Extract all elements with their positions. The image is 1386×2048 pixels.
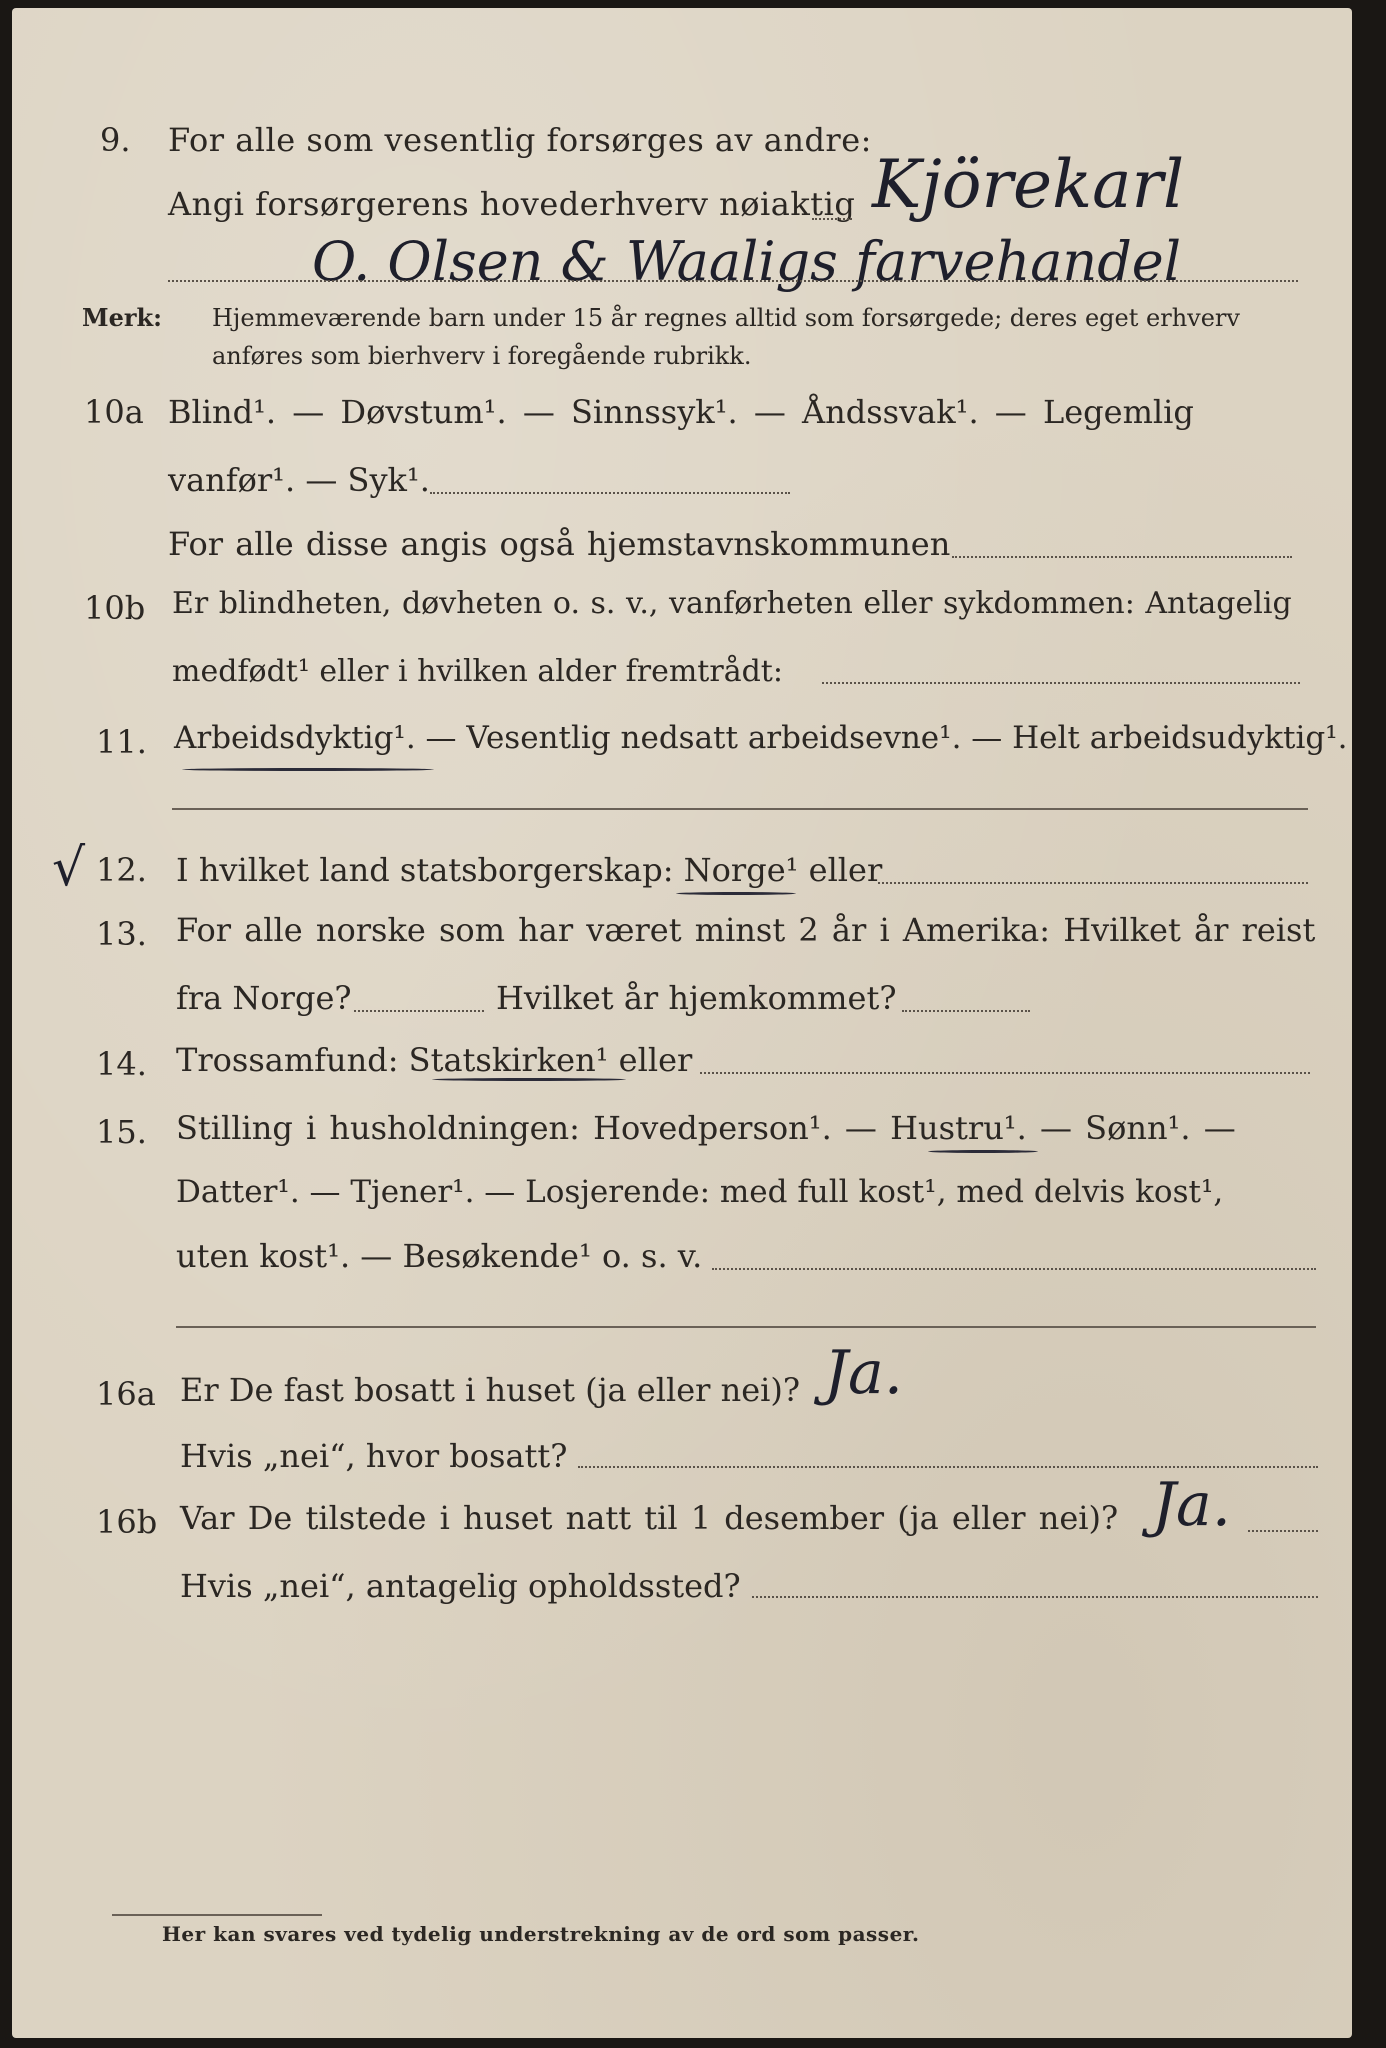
merk-line2: anføres som bierhverv i foregående rubrikk.	[212, 342, 752, 370]
q9-text-line2: Angi forsørgerens hovederhverv nøiaktig	[168, 185, 856, 223]
q16b-handwritten-answer: Ja.	[1152, 1470, 1231, 1540]
q12-text-line1: I hvilket land statsborgerskap: Norge¹ eller	[176, 851, 883, 889]
q14-text-line1: Trossamfund: Statskirken¹ eller	[176, 1041, 693, 1079]
q16b-answer-line	[1248, 1530, 1318, 1532]
q10a-hjemstavn-line	[952, 556, 1292, 558]
q14-handwritten-underline	[432, 1078, 626, 1081]
q9-number: 9.	[100, 121, 131, 159]
q12-handwritten-underline	[676, 892, 796, 895]
q10a-text-line1: Blind¹. — Døvstum¹. — Sinnssyk¹. — Åndssvak¹. — Legemlig	[168, 393, 1194, 431]
q11-text-line1: Arbeidsdyktig¹. — Vesentlig nedsatt arbeidsevne¹. — Helt arbeidsudyktig¹.	[174, 720, 1348, 756]
q16a-number: 16a	[96, 1375, 156, 1413]
q13-hjemkommet-line	[902, 1010, 1030, 1012]
q12-check-mark: √	[52, 838, 86, 898]
q15-number: 15.	[96, 1113, 147, 1151]
q16b-number: 16b	[96, 1503, 158, 1541]
q11-handwritten-underline	[182, 768, 434, 771]
q11-number: 11.	[96, 723, 147, 761]
q11-answer-line	[172, 808, 1308, 810]
q15-text-line3: uten kost¹. — Besøkende¹ o. s. v.	[176, 1237, 703, 1275]
q16b-text-line2: Hvis „nei“, antagelig opholdssted?	[180, 1567, 741, 1605]
q9-text-line1: For alle som vesentlig forsørges av andre:	[168, 121, 872, 159]
q13-text-line2a: fra Norge?	[176, 979, 352, 1017]
q9-answer-line2	[168, 280, 1298, 282]
q15-answer-line2	[176, 1326, 1316, 1328]
q13-number: 13.	[96, 915, 147, 953]
footnote-text: Her kan svares ved tydelig understrekning av de ord som passer.	[162, 1922, 920, 1946]
q13-reist-line	[354, 1010, 484, 1012]
q14-number: 14.	[96, 1045, 147, 1083]
q15-answer-line1	[712, 1268, 1316, 1270]
q10b-text-line2: medfødt¹ eller i hvilken alder fremtrådt:	[172, 654, 783, 689]
q14-answer-line	[700, 1072, 1310, 1074]
q10b-text-line1: Er blindheten, døvheten o. s. v., vanførheten eller sykdommen: Antagelig	[172, 586, 1292, 621]
q10a-number: 10a	[84, 393, 144, 431]
q12-answer-line	[878, 882, 1308, 884]
q16a-text-line2: Hvis „nei“, hvor bosatt?	[180, 1437, 568, 1475]
q16b-opholdssted-line	[752, 1596, 1318, 1598]
q13-text-line1: For alle norske som har været minst 2 år i Amerika: Hvilket år reist	[176, 911, 1316, 949]
q16a-handwritten-answer: Ja.	[824, 1338, 903, 1408]
q10a-text-line3: For alle disse angis også hjemstavnskommunen	[168, 525, 951, 563]
q12-number: 12.	[96, 851, 147, 889]
q15-text-line1: Stilling i husholdningen: Hovedperson¹. — Hustru¹. — Sønn¹. —	[176, 1109, 1236, 1147]
q10a-text-line2: vanfør¹. — Syk¹.	[168, 461, 430, 499]
census-form-page	[12, 8, 1352, 2038]
q16a-text-line1: Er De fast bosatt i huset (ja eller nei)?	[180, 1371, 801, 1409]
q10b-answer-line	[822, 682, 1300, 684]
q10b-number: 10b	[84, 589, 146, 627]
q16a-answer-line	[578, 1466, 1318, 1468]
q15-handwritten-underline	[928, 1150, 1038, 1153]
q9-handwritten-answer1: Kjörekarl	[872, 146, 1185, 223]
merk-line1: Hjemmeværende barn under 15 år regnes alltid som forsørgede; deres eget erhverv	[212, 304, 1240, 332]
q13-text-line2b: Hvilket år hjemkommet?	[496, 979, 897, 1017]
q10a-answer-line	[430, 492, 790, 494]
q9-handwritten-answer2: O. Olsen & Waaligs farvehandel	[312, 230, 1182, 293]
q15-text-line2: Datter¹. — Tjener¹. — Losjerende: med full kost¹, med delvis kost¹,	[176, 1174, 1224, 1210]
q16b-text-line1: Var De tilstede i huset natt til 1 desember (ja eller nei)?	[180, 1499, 1119, 1537]
merk-label: Merk:	[82, 303, 162, 332]
q9-answer-line1	[812, 218, 852, 220]
